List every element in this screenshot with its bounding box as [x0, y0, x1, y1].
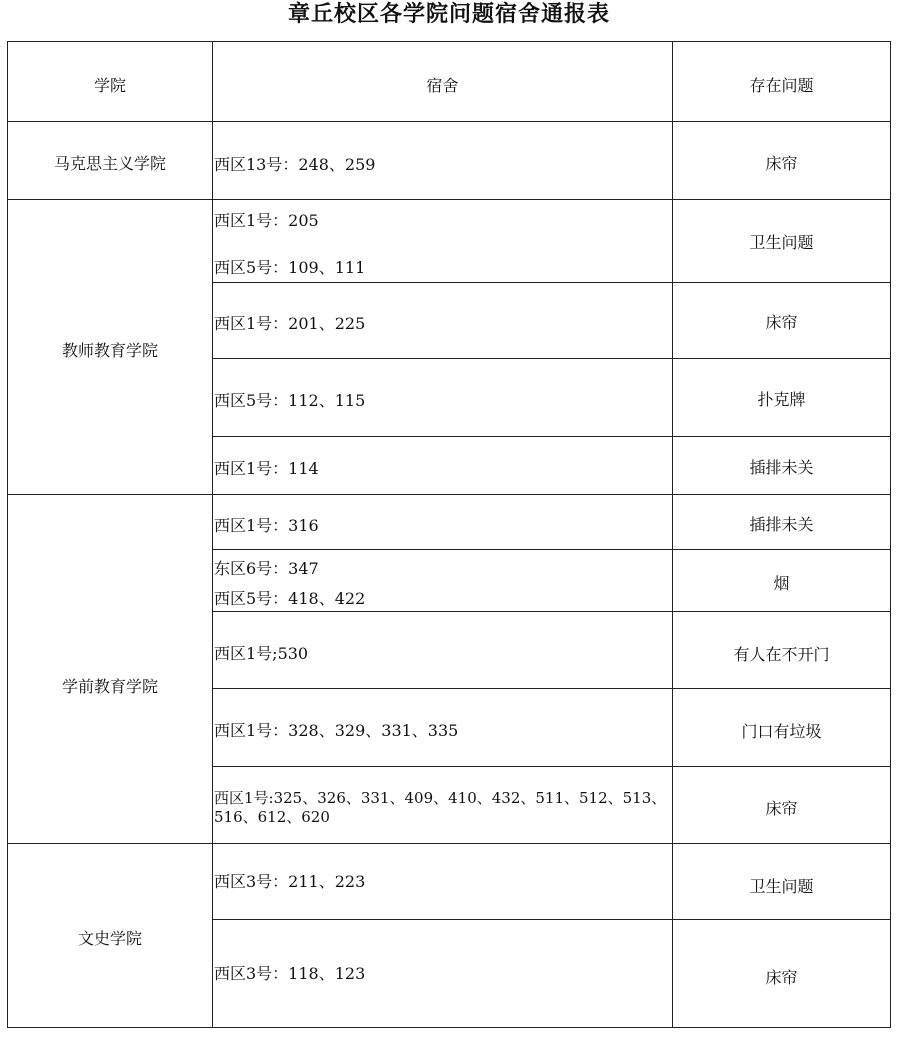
- college-cell: 学前教育学院: [61, 677, 158, 696]
- table-row-divider: [212, 688, 891, 689]
- issue-cell: 有人在不开门: [733, 645, 830, 664]
- table-row-divider: [7, 843, 891, 844]
- issue-cell: 床帘: [765, 968, 798, 987]
- table-row-divider: [212, 358, 891, 359]
- table-row-divider: [212, 611, 891, 612]
- table-border-top: [7, 41, 891, 42]
- issue-cell: 卫生问题: [749, 233, 814, 252]
- document-title: 章丘校区各学院问题宿舍通报表: [287, 2, 610, 27]
- table-row-divider: [7, 199, 891, 200]
- issue-cell: 插排未关: [749, 458, 814, 477]
- table-border-bottom: [7, 1027, 891, 1028]
- college-cell: 文史学院: [77, 929, 142, 948]
- table-column-divider: [212, 41, 213, 1028]
- table-row-divider: [212, 282, 891, 283]
- dorm-cell: 西区1号：201、225: [214, 314, 366, 333]
- table-border-right: [890, 41, 891, 1028]
- dorm-cell: 西区1号：205: [214, 211, 319, 230]
- dorm-cell: 西区1号:325、326、331、409、410、432、511、512、513、516、612、620: [214, 789, 667, 826]
- table-border-left: [7, 41, 8, 1028]
- dorm-cell: 西区5号：418、422: [214, 589, 366, 608]
- issue-cell: 床帘: [765, 313, 798, 332]
- issue-cell: 床帘: [765, 154, 798, 173]
- college-cell: 马克思主义学院: [53, 154, 166, 173]
- table-row-divider: [212, 436, 891, 437]
- issue-cell: 扑克牌: [757, 390, 806, 409]
- issue-cell: 门口有垃圾: [741, 722, 822, 741]
- dorm-cell: 西区5号：112、115: [214, 391, 366, 410]
- table-row-divider: [212, 766, 891, 767]
- dorm-cell: 西区1号：114: [214, 459, 319, 478]
- dorm-cell: 西区13号：248、259: [214, 155, 376, 174]
- issue-cell: 烟: [773, 574, 790, 593]
- dorm-cell: 西区1号：328、329、331、335: [214, 721, 459, 740]
- dorm-cell: 西区5号：109、111: [214, 258, 366, 277]
- dorm-cell: 西区1号：316: [214, 516, 319, 535]
- dorm-cell: 东区6号：347: [214, 559, 319, 578]
- issue-cell: 床帘: [765, 799, 798, 818]
- table-row-divider: [7, 121, 891, 122]
- table-row-divider: [212, 919, 891, 920]
- college-cell: 教师教育学院: [61, 341, 158, 360]
- table-row-divider: [7, 494, 891, 495]
- dorm-cell: 西区1号;530: [214, 644, 309, 663]
- dorm-cell: 西区3号：211、223: [214, 872, 366, 891]
- dorm-cell: 西区3号：118、123: [214, 964, 366, 983]
- header-college: 学院: [93, 76, 126, 95]
- table-row-divider: [212, 549, 891, 550]
- header-dorm: 宿舍: [426, 76, 459, 95]
- issue-cell: 插排未关: [749, 515, 814, 534]
- issue-cell: 卫生问题: [749, 877, 814, 896]
- header-issue: 存在问题: [749, 76, 814, 95]
